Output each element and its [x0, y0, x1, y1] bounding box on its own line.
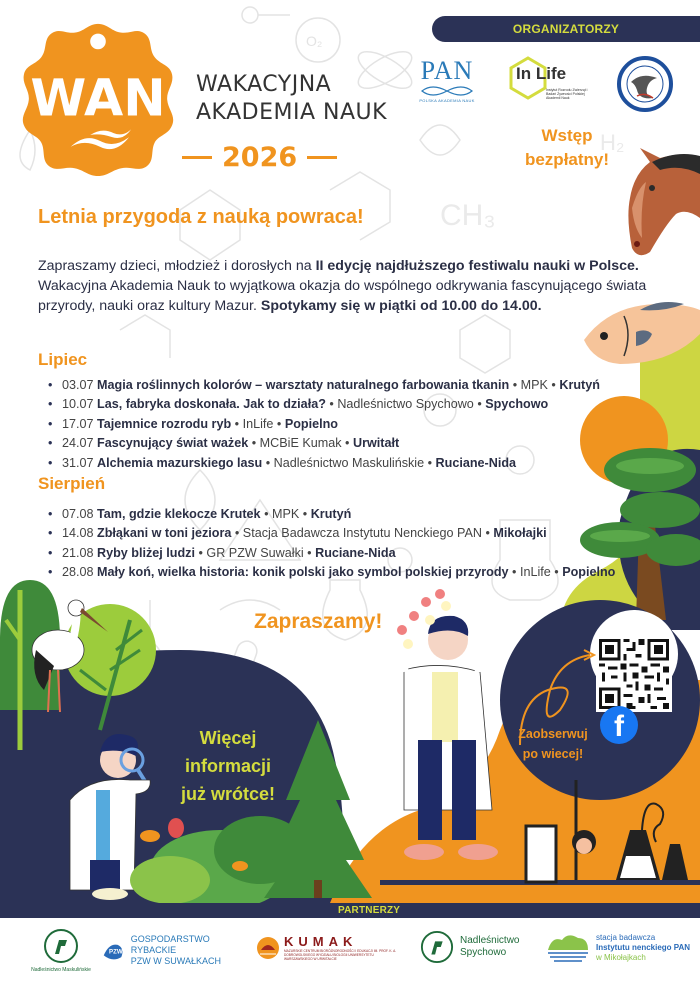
- mpk-park-logo[interactable]: [617, 56, 673, 112]
- event-organizer: Nadleśnictwo Maskulińskie: [273, 455, 425, 470]
- bullet-icon: •: [48, 565, 53, 580]
- partner-line1: stacja badawcza: [596, 933, 656, 942]
- event-date: 28.08: [62, 565, 94, 580]
- brand-name-line2: AKADEMIA NAUK: [196, 100, 388, 125]
- partner-logo-nencki-station[interactable]: [546, 932, 696, 964]
- badge-text: WAN: [30, 68, 166, 128]
- bullet-icon: •: [48, 378, 53, 392]
- intro-text-1-bold: II edycję najdłuższego festiwalu nauki w Polsce.: [315, 258, 639, 274]
- intro-text-2: Wakacyjna Akademia Nauk to wyjątkowa okazja do wspólnego odkrywania fascynującego świata przyrody, nauki oraz kultury Mazur.: [38, 278, 647, 314]
- bullet-icon: •: [48, 416, 53, 431]
- event-item: [48, 505, 668, 524]
- event-organizer: Nadleśnictwo Spychowo: [337, 397, 474, 412]
- partner-logo-spychowo[interactable]: [420, 930, 540, 964]
- qr-code[interactable]: [596, 636, 672, 712]
- separator: •: [512, 378, 518, 392]
- bullet-icon: •: [48, 436, 53, 451]
- partner-text: [596, 933, 690, 963]
- lasy-panstwowe-icon: [43, 928, 79, 964]
- event-item: [48, 376, 668, 395]
- month-heading-july: Lipiec: [38, 350, 88, 369]
- event-title: Zbłąkani w toni jeziora: [97, 526, 232, 541]
- event-place: Popielno: [284, 416, 338, 431]
- inlife-logo[interactable]: [508, 56, 598, 102]
- separator: •: [551, 378, 556, 392]
- event-title: Fascynujący świat ważek: [97, 436, 249, 451]
- bullet-icon: •: [48, 397, 53, 412]
- lasy-panstwowe-icon: [420, 930, 454, 964]
- event-date: 10.07: [62, 397, 94, 412]
- separator: •: [485, 526, 490, 541]
- more-info-soon: [168, 724, 288, 808]
- event-organizer: Stacja Badawcza Instytutu Nenckiego PAN: [242, 526, 482, 541]
- partner-logo-maskulinskie[interactable]: [26, 928, 96, 973]
- free-entry-line1: Wstęp: [541, 126, 593, 145]
- separator: •: [265, 455, 271, 470]
- partner-line2: PZW W SUWAŁKACH: [130, 956, 221, 966]
- partner-line1: GOSPODARSTWO RYBACKIE: [130, 934, 210, 955]
- separator: •: [234, 416, 240, 431]
- organizers-label: ORGANIZATORZY: [512, 22, 620, 36]
- kumak-caption: MAZURSKIE CENTRUM BIORÓŻNORODNOŚCI I EDUKACJI IM. PROF. K. A. DOBROWOLSKIEGO WYDZIAŁU BIOLOGII UNIWERSYTETU WARSZAWSKIEGO W URWITAŁCIE: [284, 949, 397, 961]
- event-place: Urwitałt: [352, 436, 400, 451]
- event-title: Mały koń, wielka historia: konik polski jako symbol polskiej przyrody: [97, 565, 509, 580]
- bullet-icon: •: [48, 507, 53, 521]
- bullet-icon: •: [48, 455, 53, 470]
- event-item: [48, 415, 668, 434]
- separator: •: [198, 545, 203, 560]
- event-place: Ruciane-Nida: [435, 455, 517, 470]
- follow-cta: [508, 724, 598, 764]
- separator: •: [512, 565, 517, 580]
- year-text: 2026: [222, 142, 298, 173]
- kumak-frog-icon: [256, 936, 280, 960]
- headline: Letnia przygoda z nauką powraca!: [38, 206, 364, 228]
- inlife-logo-text: In Life: [516, 64, 567, 83]
- event-item: [48, 563, 668, 582]
- follow-line2: po wiecej!: [522, 747, 584, 761]
- intro-text-1: Zapraszamy dzieci, młodzież i dorosłych na: [38, 258, 316, 274]
- svg-text:PZW: PZW: [109, 948, 123, 956]
- kumak-title: KUMAK: [284, 934, 358, 949]
- event-organizer: MCBiE Kumak: [259, 436, 342, 451]
- partner-logo-kumak[interactable]: [256, 934, 406, 961]
- event-list-july: [48, 376, 668, 473]
- event-organizer: InLife: [519, 565, 551, 580]
- event-title: Magia roślinnych kolorów – warsztaty naturalnego farbowania tkanin: [97, 378, 510, 392]
- partner-line2: Instytutu nenckiego PAN: [596, 943, 691, 952]
- event-place: Popielno: [562, 565, 616, 580]
- separator: •: [307, 545, 312, 560]
- separator: •: [477, 397, 482, 412]
- wan-badge-logo: [20, 20, 176, 176]
- event-date: 24.07: [62, 436, 94, 451]
- horse-illustration: [620, 148, 700, 258]
- lake-hills-icon: [546, 932, 590, 964]
- partner-caption: Nadleśnictwo Maskulińskie: [31, 967, 91, 973]
- partner-line3: w Mikołajkach: [596, 953, 646, 962]
- intro-text-2-bold: Spotykamy się w piątki od 10.00 do 14.00.: [260, 298, 542, 314]
- event-title: Alchemia mazurskiego lasu: [97, 455, 263, 470]
- intro-paragraph: [38, 256, 678, 316]
- separator: •: [264, 507, 269, 521]
- pan-logo-text: PAN: [420, 56, 474, 85]
- partners-label: PARTNERZY: [338, 905, 401, 916]
- invite-text: Zapraszamy!: [254, 610, 383, 633]
- event-date: 31.07: [62, 455, 94, 470]
- facebook-glyph: f: [614, 710, 624, 743]
- separator: •: [345, 436, 350, 451]
- event-place: Krutyń: [310, 507, 352, 521]
- year-dash-right: [307, 156, 337, 159]
- free-entry-line2: bezpłatny!: [524, 150, 610, 169]
- separator: •: [276, 416, 282, 431]
- event-date: 07.08: [62, 507, 94, 521]
- brand-name-line1: WAKACYJNA: [196, 72, 332, 97]
- bullet-icon: •: [48, 545, 53, 560]
- more-info-line2: informacji: [184, 756, 272, 776]
- event-item: [48, 524, 668, 543]
- separator: •: [234, 526, 240, 541]
- organizers-header-bar: [432, 16, 700, 42]
- event-title: Las, fabryka doskonała. Jak to działa?: [97, 397, 326, 412]
- event-title: Tam, gdzie klekocze Krutek: [97, 507, 261, 521]
- event-date: 21.08: [62, 545, 94, 560]
- event-place: Krutyń: [559, 378, 600, 392]
- pan-infinity-icon: [416, 84, 478, 98]
- year-dash-left: [182, 156, 212, 159]
- partner-text: [131, 934, 242, 967]
- event-item: [48, 544, 668, 563]
- partner-line1: Nadleśnictwo: [460, 935, 520, 946]
- svg-text:O₂: O₂: [306, 33, 323, 49]
- event-organizer: InLife: [242, 416, 274, 431]
- event-date: 03.07: [62, 378, 94, 392]
- event-item: [48, 395, 668, 414]
- separator: •: [329, 397, 334, 412]
- more-info-line1: Więcej: [199, 728, 257, 748]
- month-heading-august: Sierpień: [38, 474, 106, 493]
- free-entry-note: [512, 124, 625, 172]
- separator: •: [302, 507, 308, 521]
- event-item: [48, 434, 668, 453]
- inlife-logo-subtitle: Instytut Rozrodu Zwierząt i Badań Żywności Polskiej Akademii Nauk: [546, 88, 588, 100]
- separator: •: [427, 455, 433, 470]
- svg-text:CH₃: CH₃: [440, 199, 496, 232]
- event-title: Tajemnice rozrodu ryb: [97, 416, 232, 431]
- partner-text: [460, 935, 519, 959]
- bullet-icon: •: [48, 526, 53, 541]
- event-place: Mikołajki: [493, 526, 547, 541]
- event-title: Ryby bliżej ludzi: [97, 545, 195, 560]
- fish-pzw-icon: [102, 938, 125, 964]
- svg-text:H₂: H₂: [600, 130, 625, 155]
- event-date: 17.07: [62, 416, 94, 431]
- event-list-august: [48, 505, 668, 583]
- facebook-icon[interactable]: [600, 706, 638, 744]
- event-place: Ruciane-Nida: [315, 545, 396, 560]
- follow-line1: Zaobserwuj: [518, 727, 588, 741]
- event-organizer: MPK: [520, 378, 548, 392]
- partner-line2: Spychowo: [460, 947, 507, 958]
- event-place: Spychowo: [485, 397, 549, 412]
- pan-logo-subtitle: POLSKA AKADEMIA NAUK: [419, 98, 475, 103]
- separator: •: [554, 565, 559, 580]
- more-info-line3: już wrótce!: [180, 784, 275, 804]
- event-item: [48, 454, 668, 473]
- event-organizer: MPK: [271, 507, 300, 521]
- partner-logo-pzw-suwalki[interactable]: [102, 934, 242, 967]
- separator: •: [251, 436, 257, 451]
- event-date: 14.08: [62, 526, 94, 541]
- pan-logo[interactable]: [416, 58, 478, 108]
- event-organizer: GR PZW Suwałki: [206, 545, 304, 560]
- brand-year: [182, 142, 337, 173]
